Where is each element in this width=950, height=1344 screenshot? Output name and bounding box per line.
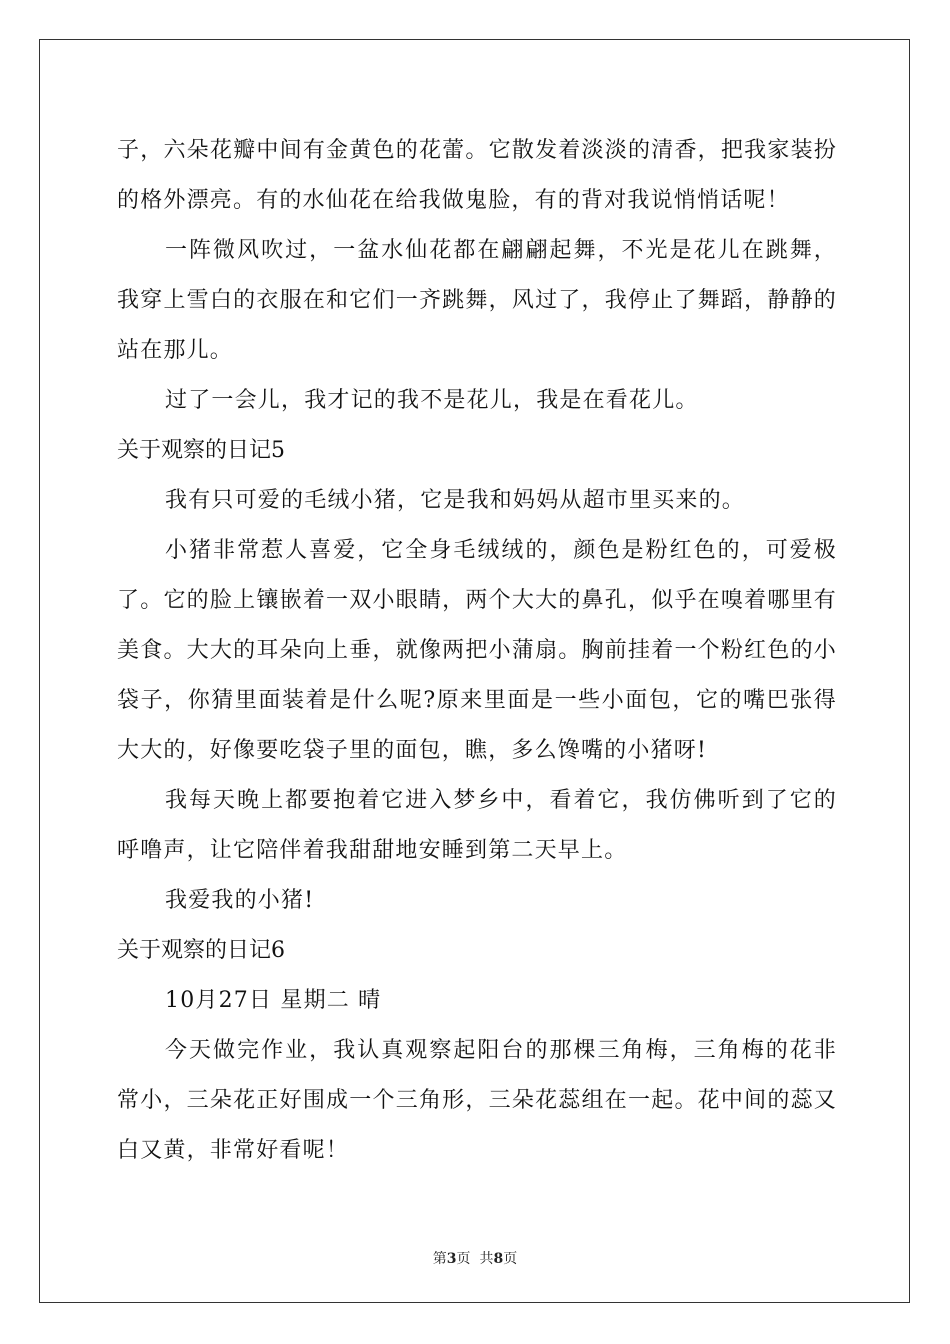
paragraph: 小猪非常惹人喜爱，它全身毛绒绒的，颜色是粉红色的，可爱极了。它的脸上镶嵌着一双小眼睛，两个大大的鼻孔，似乎在嗅着哪里有美食。大大的耳朵向上垂，就像两把小蒲扇。胸前挂着一个粉红色的小袋子，你猜里面装着是什么呢?原来里面是一些小面包，它的嘴巴张得大大的，好像要吃袋子里的面包，瞧，多么馋嘴的小猪呀! [117,538,837,763]
paragraph: 子，六朵花瓣中间有金黄色的花蕾。它散发着淡淡的清香，把我家装扮的格外漂亮。有的水仙花在给我做鬼脸，有的背对我说悄悄话呢！ [117,138,837,213]
footer-middle: 页 共 [456,1251,494,1267]
section-heading: 关于观察的日记5 [117,438,285,463]
diary-date-line: 10月27日 星期二 晴 [165,988,382,1013]
paragraph: 我爱我的小猪! [165,888,315,913]
page-number-footer [0,1248,950,1268]
paragraph: 今天做完作业，我认真观察起阳台的那棵三角梅，三角梅的花非常小，三朵花正好围成一个三角形，三朵花蕊组在一起。花中间的蕊又白又黄，非常好看呢！ [117,1038,837,1163]
section-heading: 关于观察的日记6 [117,938,285,963]
paragraph: 我有只可爱的毛绒小猪，它是我和妈妈从超市里买来的。 [165,488,746,513]
paragraph: 一阵微风吹过，一盆水仙花都在翩翩起舞，不光是花儿在跳舞，我穿上雪白的衣服在和它们一齐跳舞，风过了，我停止了舞蹈，静静的站在那儿。 [117,238,837,363]
paragraph: 我每天晚上都要抱着它进入梦乡中，看着它，我仿佛听到了它的呼噜声，让它陪伴着我甜甜地安睡到第二天早上。 [117,788,837,863]
paragraph: 过了一会儿，我才记的我不是花儿，我是在看花儿。 [165,388,699,413]
total-page-number: 8 [493,1251,504,1267]
document-body [117,126,837,1176]
footer-suffix: 页 [503,1251,518,1267]
current-page-number: 3 [446,1251,457,1267]
footer-prefix: 第 [432,1251,447,1267]
